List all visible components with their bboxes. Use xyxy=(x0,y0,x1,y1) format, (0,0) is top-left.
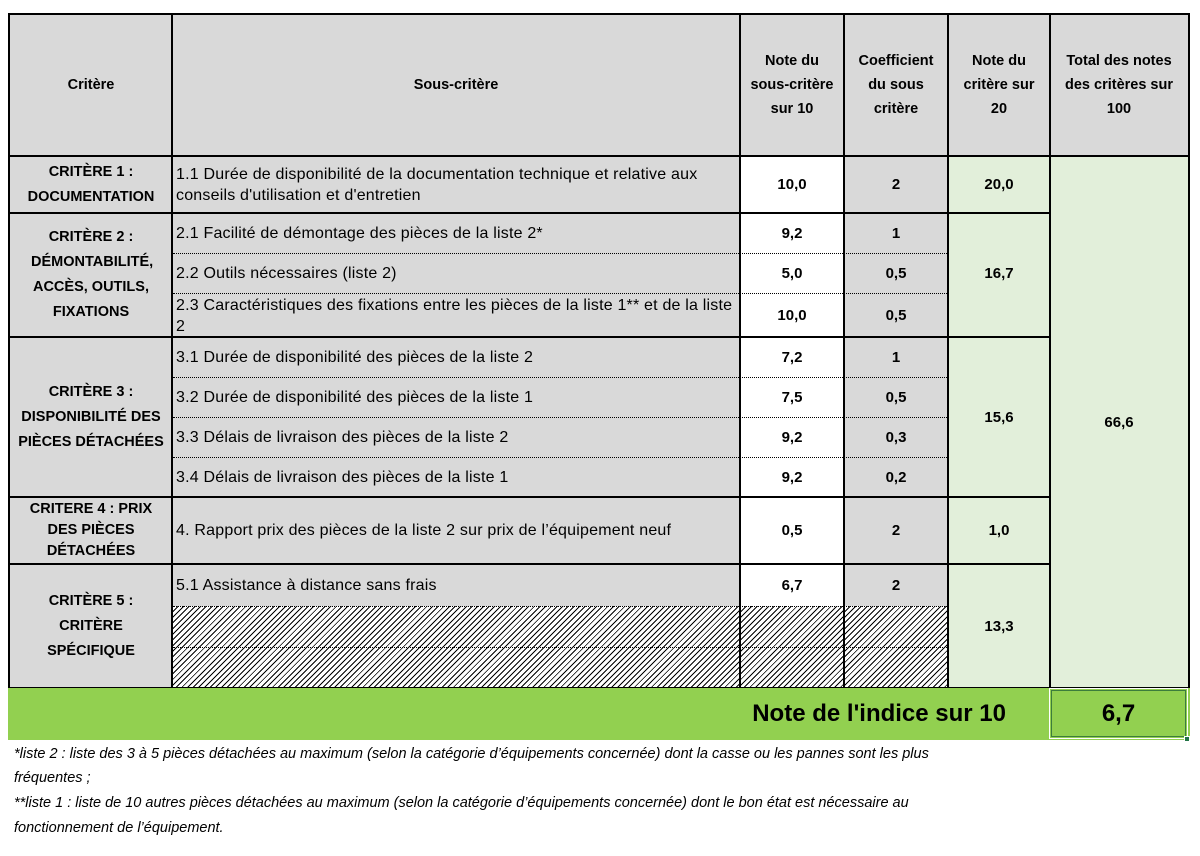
note-3-2-text: 7,5 xyxy=(781,388,803,406)
header-critere-text: Critère xyxy=(67,77,115,93)
dotted-5-2 xyxy=(173,647,947,648)
sub-5-1 xyxy=(172,564,740,606)
sub-3-1-text: 3.1 Durée de disponibilité des pièces de la liste 2 xyxy=(176,348,534,366)
coef-5-1 xyxy=(844,564,948,606)
score-criterion-3-text: 15,6 xyxy=(984,408,1014,426)
note-2-3-text: 10,0 xyxy=(777,306,807,324)
border-row-1 xyxy=(8,212,1050,214)
index-label xyxy=(600,688,1020,740)
footnote-2-line-2: fonctionnement de l’équipement. xyxy=(14,820,224,836)
border-row-2 xyxy=(8,336,1050,338)
border-col-3 xyxy=(843,13,845,689)
sub-1-1-text: 1.1 Durée de disponibilité de la documentation technique et relative aux conseils d'utilisation et d'entretien xyxy=(176,165,698,204)
coef-3-3 xyxy=(844,417,948,457)
header-coefficient xyxy=(844,14,948,156)
note-4-text: 0,5 xyxy=(781,522,803,539)
coef-5-1-text: 2 xyxy=(891,576,901,594)
header-total-text: Total des notes des critères sur 100 xyxy=(1064,53,1173,117)
criterion-4-label xyxy=(10,497,172,564)
sub-3-4 xyxy=(172,457,740,497)
sub-3-1 xyxy=(172,337,740,377)
note-3-3-text: 9,2 xyxy=(781,428,803,446)
note-3-2 xyxy=(740,377,844,417)
coef-2-3 xyxy=(844,293,948,337)
criterion-2-label xyxy=(10,213,172,337)
index-value xyxy=(1049,688,1188,739)
coef-2-3-text: 0,5 xyxy=(885,306,907,324)
coef-1-1 xyxy=(844,156,948,213)
note-4 xyxy=(740,497,844,564)
criterion-3-text: CRITÈRE 3 : DISPONIBILITÉ DES PIÈCES DÉTACHÉES xyxy=(18,383,164,450)
sub-2-1 xyxy=(172,213,740,253)
note-3-1 xyxy=(740,337,844,377)
cell-fill-handle[interactable] xyxy=(1184,736,1190,742)
sub-3-2 xyxy=(172,377,740,417)
header-note-sous-critere xyxy=(740,14,844,156)
score-criterion-4 xyxy=(948,497,1050,564)
score-criterion-4-text: 1,0 xyxy=(988,522,1010,539)
sub-2-2 xyxy=(172,253,740,293)
coef-4 xyxy=(844,497,948,564)
coef-3-1 xyxy=(844,337,948,377)
score-criterion-3 xyxy=(948,337,1050,497)
border-row-4 xyxy=(8,563,1050,565)
score-criterion-5 xyxy=(948,564,1050,688)
total-score-text: 66,6 xyxy=(1104,413,1134,431)
header-sous-critere xyxy=(172,14,740,156)
border-left xyxy=(8,13,10,689)
sub-2-1-text: 2.1 Facilité de démontage des pièces de la liste 2* xyxy=(176,224,543,242)
sub-4-text: 4. Rapport prix des pièces de la liste 2 sur prix de l’équipement neuf xyxy=(176,522,672,539)
dotted-5-1 xyxy=(173,606,947,607)
header-critere xyxy=(10,14,172,156)
coef-4-text: 2 xyxy=(891,522,901,539)
sub-3-2-text: 3.2 Durée de disponibilité des pièces de la liste 1 xyxy=(176,388,534,406)
sub-1-1 xyxy=(172,156,740,213)
border-col-2 xyxy=(739,13,741,689)
index-value-text: 6,7 xyxy=(1101,699,1136,727)
criterion-5-text: CRITÈRE 5 : CRITÈRE SPÉCIFIQUE xyxy=(47,592,135,659)
criterion-3-label xyxy=(10,337,172,497)
coef-2-2-text: 0,5 xyxy=(885,264,907,282)
note-2-1 xyxy=(740,213,844,253)
total-score xyxy=(1050,156,1188,688)
coef-3-2-text: 0,5 xyxy=(885,388,907,406)
dotted-3-1 xyxy=(173,377,947,378)
note-2-2-text: 5,0 xyxy=(781,264,803,282)
footnote-1-line-1: *liste 2 : liste des 3 à 5 pièces détachées au maximum (selon la catégorie d’équipements concernée) dont la casse ou les pannes sont les plus xyxy=(14,746,929,762)
criterion-5-label xyxy=(10,564,172,688)
criterion-4-text: CRITERE 4 : PRIX DES PIÈCES DÉTACHÉES xyxy=(29,501,153,559)
sub-3-3 xyxy=(172,417,740,457)
footnote-2-line-1: **liste 1 : liste de 10 autres pièces détachées au maximum (selon la catégorie d’équipements concernée) dont le bon état est nécessaire au xyxy=(14,795,909,811)
coef-3-4-text: 0,2 xyxy=(885,468,907,486)
header-sous-critere-text: Sous-critère xyxy=(413,77,499,93)
dotted-2-2 xyxy=(173,293,947,294)
note-1-1 xyxy=(740,156,844,213)
border-col-1 xyxy=(171,13,173,689)
sub-2-3 xyxy=(172,293,740,337)
criterion-2-text: CRITÈRE 2 : DÉMONTABILITÉ, ACCÈS, OUTILS, FIXATIONS xyxy=(31,229,154,320)
score-criterion-5-text: 13,3 xyxy=(984,617,1014,635)
dotted-3-3 xyxy=(173,457,947,458)
sub-5-1-text: 5.1 Assistance à distance sans frais xyxy=(176,576,437,594)
border-top xyxy=(8,13,1190,15)
coef-3-4 xyxy=(844,457,948,497)
sub-3-4-text: 3.4 Délais de livraison des pièces de la liste 1 xyxy=(176,468,509,486)
sub-3-3-text: 3.3 Délais de livraison des pièces de la liste 2 xyxy=(176,428,509,446)
coef-2-1 xyxy=(844,213,948,253)
score-criterion-2 xyxy=(948,213,1050,337)
coef-3-1-text: 1 xyxy=(891,348,901,366)
coef-3-2 xyxy=(844,377,948,417)
note-3-4-text: 9,2 xyxy=(781,468,803,486)
note-1-1-text: 10,0 xyxy=(777,176,807,193)
criterion-1-text: CRITÈRE 1 : DOCUMENTATION xyxy=(27,163,155,205)
note-2-1-text: 9,2 xyxy=(781,224,803,242)
note-3-3 xyxy=(740,417,844,457)
header-note-sous-critere-text: Note du sous-critère sur 10 xyxy=(750,53,834,117)
dotted-2-1 xyxy=(173,253,947,254)
criterion-1-label xyxy=(10,156,172,213)
coef-2-2 xyxy=(844,253,948,293)
note-5-1-text: 6,7 xyxy=(781,576,803,594)
border-row-3 xyxy=(8,496,1050,498)
score-criterion-1-text: 20,0 xyxy=(984,176,1014,193)
coef-2-1-text: 1 xyxy=(891,224,901,242)
score-criterion-2-text: 16,7 xyxy=(984,265,1014,282)
sub-2-3-text: 2.3 Caractéristiques des fixations entre les pièces de la liste 1** et de la liste 2 xyxy=(176,297,733,335)
note-5-1 xyxy=(740,564,844,606)
footnote-1-line-2: fréquentes ; xyxy=(14,770,91,786)
header-note-critere xyxy=(948,14,1050,156)
coef-1-1-text: 2 xyxy=(891,176,901,193)
border-col-4 xyxy=(947,13,949,689)
border-col-5 xyxy=(1049,13,1051,689)
header-total xyxy=(1050,14,1188,156)
note-2-2 xyxy=(740,253,844,293)
coef-3-3-text: 0,3 xyxy=(885,428,907,446)
note-2-3 xyxy=(740,293,844,337)
score-criterion-1 xyxy=(948,156,1050,213)
header-coefficient-text: Coefficient du sous critère xyxy=(858,53,934,117)
index-label-text: Note de l'indice sur 10 xyxy=(752,700,1006,727)
border-header-bottom xyxy=(8,155,1190,157)
sub-2-2-text: 2.2 Outils nécessaires (liste 2) xyxy=(176,264,397,282)
dotted-3-2 xyxy=(173,417,947,418)
note-3-1-text: 7,2 xyxy=(781,348,803,366)
border-right xyxy=(1188,13,1190,689)
header-note-critere-text: Note du critère sur 20 xyxy=(963,53,1035,117)
sub-4 xyxy=(172,497,740,564)
note-3-4 xyxy=(740,457,844,497)
